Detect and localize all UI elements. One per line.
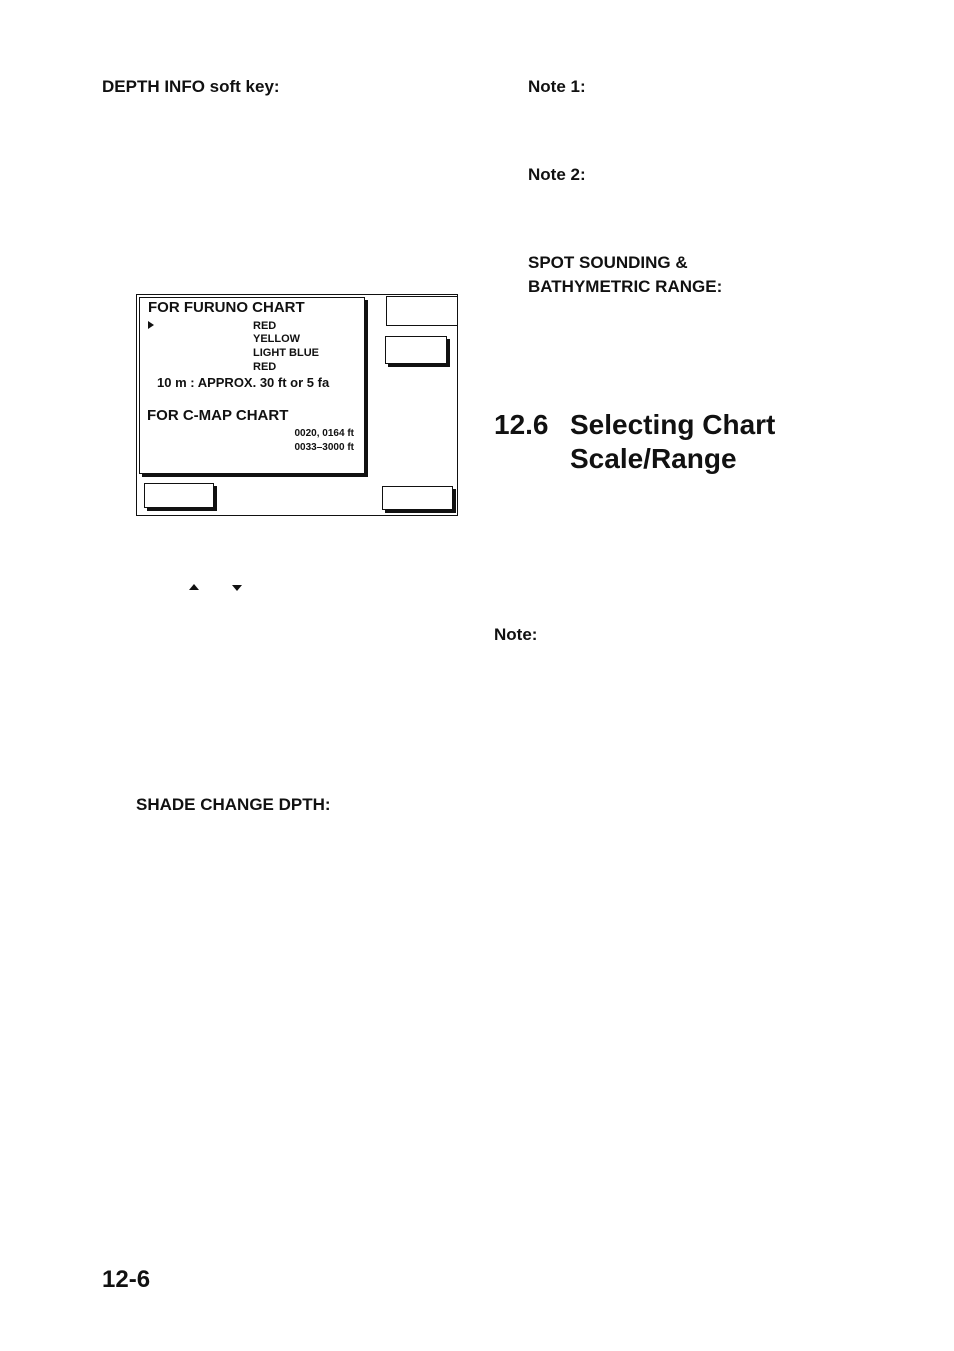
color-item[interactable]: RED	[253, 361, 277, 373]
color-item[interactable]: RED	[253, 320, 277, 332]
conversion-text: 10 m : APPROX. 30 ft or 5 fa	[157, 375, 330, 390]
cmap-chart-heading: FOR C-MAP CHART	[147, 407, 289, 424]
furuno-chart-heading: FOR FURUNO CHART	[148, 299, 305, 316]
spot-sounding-heading-line2: BATHYMETRIC RANGE:	[528, 277, 723, 296]
soft-key-top-right[interactable]	[386, 296, 458, 326]
depth-info-heading: DEPTH INFO soft key:	[102, 77, 280, 96]
cursor-arrow-icon	[148, 321, 154, 329]
note2-label: Note 2:	[528, 165, 586, 184]
cmap-value[interactable]: 0033–3000 ft	[294, 442, 354, 453]
section-title-line1: Selecting Chart	[570, 409, 776, 440]
color-item[interactable]: LIGHT BLUE	[253, 347, 319, 359]
up-arrow-icon	[189, 584, 199, 590]
down-arrow-icon	[232, 585, 242, 591]
color-item[interactable]: YELLOW	[253, 333, 301, 345]
soft-key-bottom-right[interactable]	[382, 486, 453, 510]
note-label: Note:	[494, 625, 538, 644]
section-number: 12.6	[494, 409, 549, 440]
soft-key-second-right[interactable]	[385, 336, 447, 364]
section-title-line2: Scale/Range	[570, 443, 737, 474]
shade-change-heading: SHADE CHANGE DPTH:	[136, 795, 331, 814]
spot-sounding-heading-line1: SPOT SOUNDING &	[528, 253, 688, 272]
page-number: 12-6	[102, 1266, 151, 1293]
soft-key-bottom-left[interactable]	[144, 483, 214, 508]
note1-label: Note 1:	[528, 77, 586, 96]
cmap-value[interactable]: 0020, 0164 ft	[294, 428, 354, 439]
